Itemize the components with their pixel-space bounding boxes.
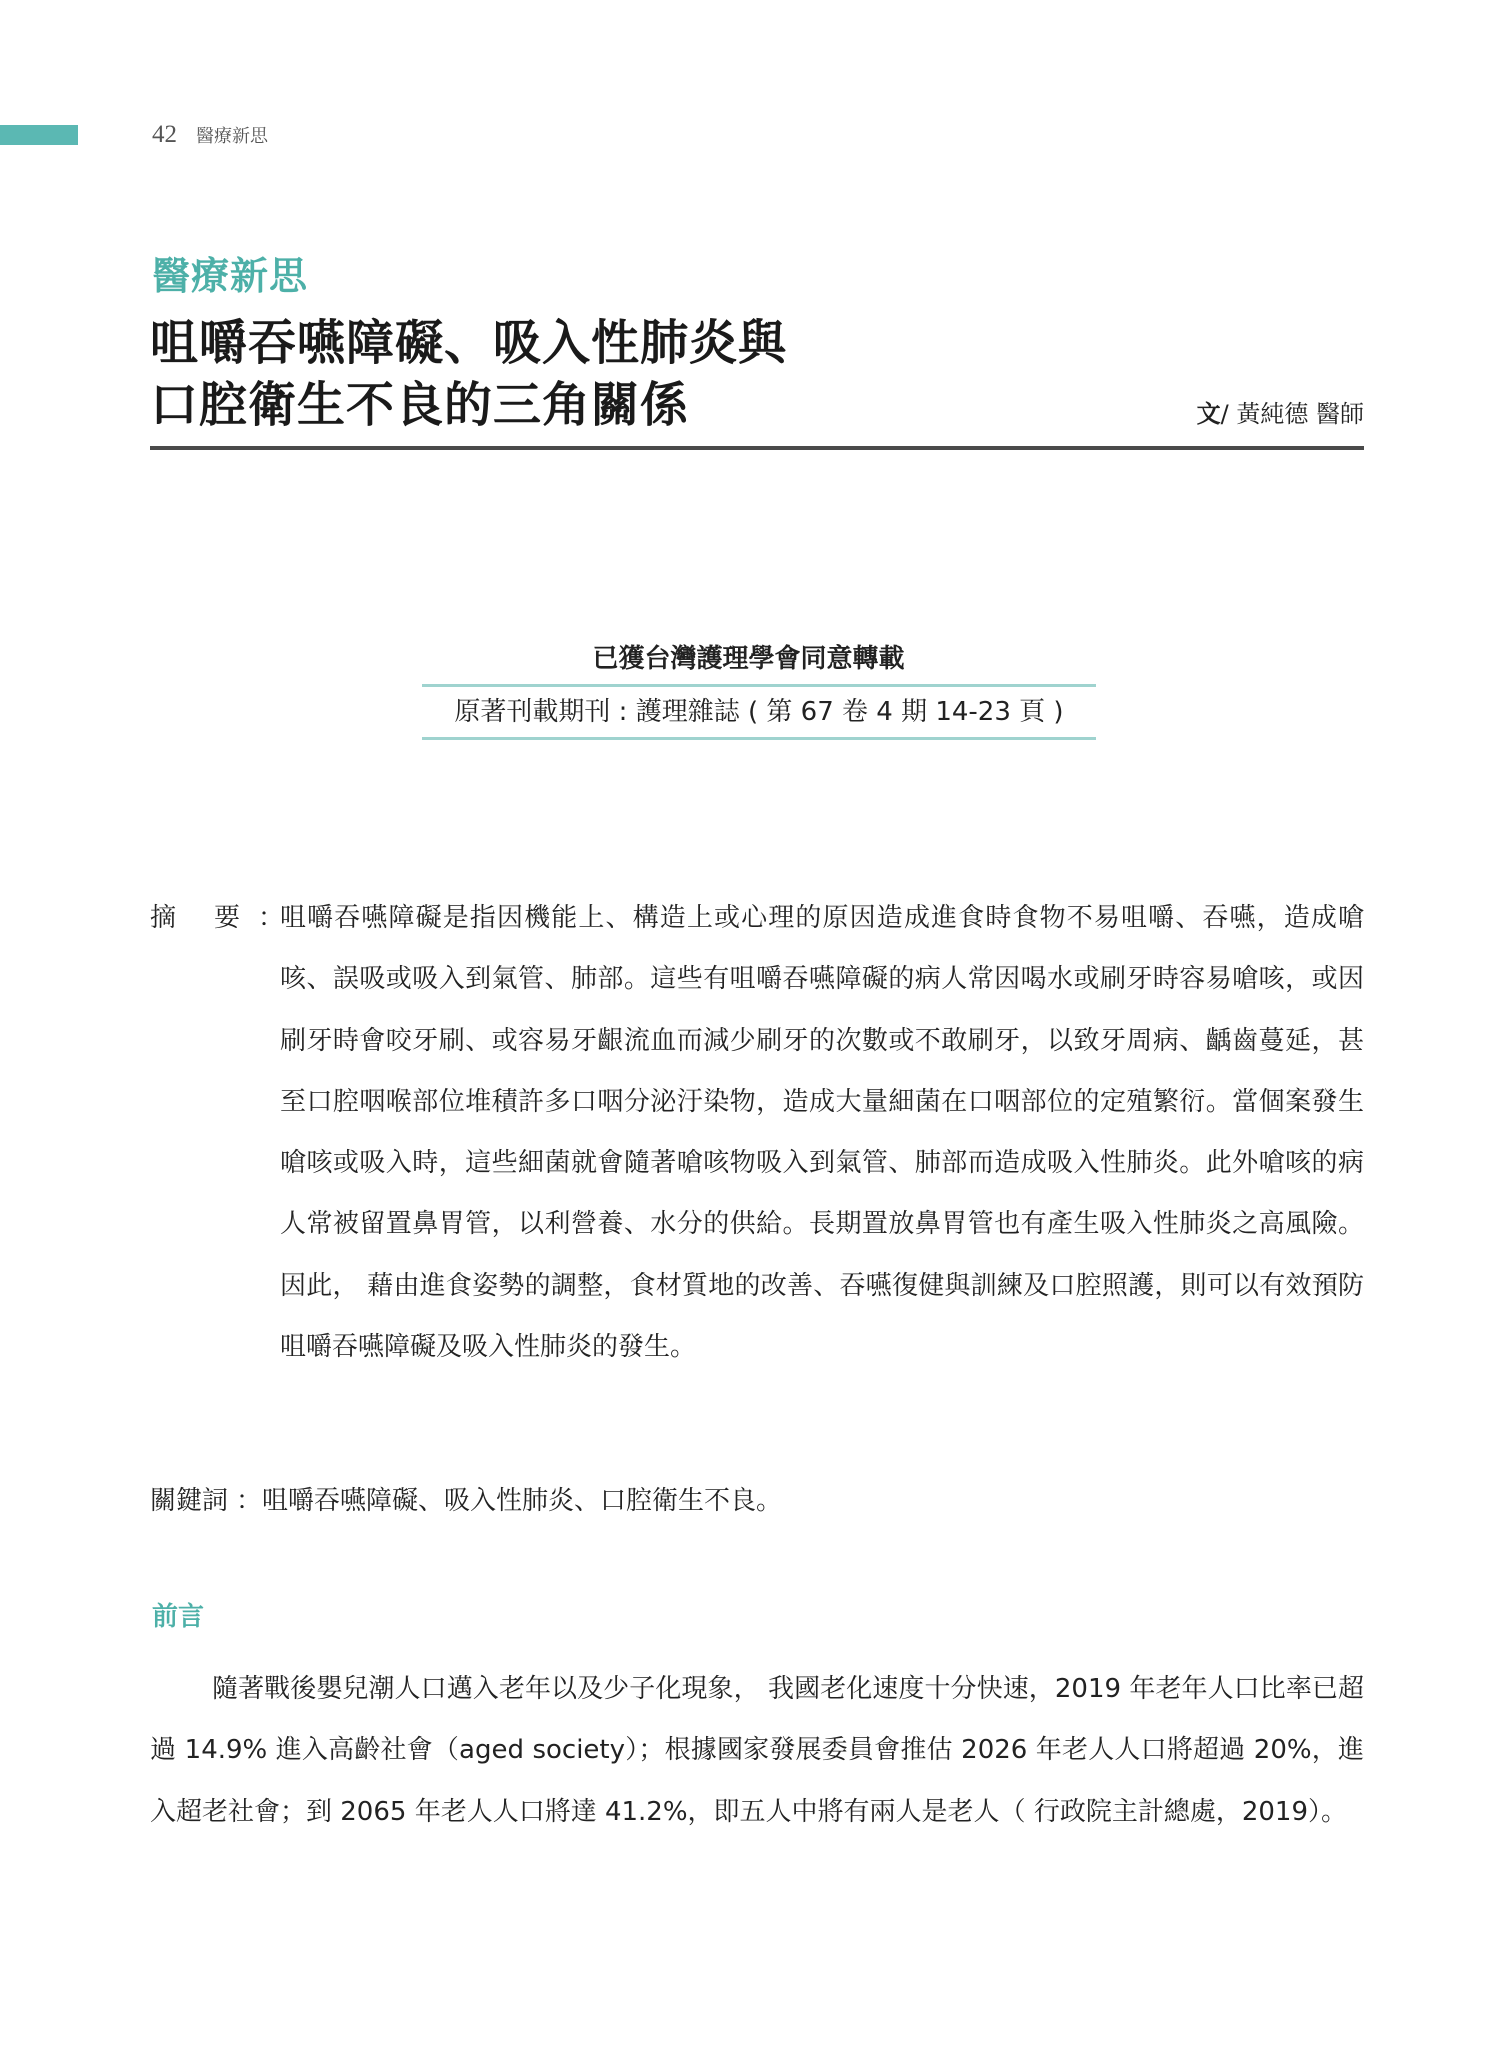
author-prefix: 文 [1196,400,1221,428]
keywords-label: 關鍵詞 [150,1486,229,1516]
abstract-label-char-2: 要 [214,903,241,933]
intro-paragraph: 隨著戰後嬰兒潮人口邁入老年以及少子化現象， 我國老化速度十分快速，2019 年老年人口比率已超過 14.9% 進入高齡社會（aged society）；根據國家發展委員會推估 2026 年老人人口將超過 20%，進入超老社會；到 2065 年老人人口將達 41.2%，即五人中將有兩人是老人（ 行政院主計總處，2019）。 [150,1674,1364,1827]
abstract-text: 咀嚼吞嚥障礙是指因機能上、構造上或心理的原因造成進食時食物不易咀嚼、吞嚥，造成嗆咳、誤吸或吸入到氣管、肺部。這些有咀嚼吞嚥障礙的病人常因喝水或刷牙時容易嗆咳，或因刷牙時會咬牙刷、或容易牙齦流血而減少刷牙的次數或不敢刷牙，以致牙周病、齲齒蔓延，甚至口腔咽喉部位堆積許多口咽分泌汙染物，造成大量細菌在口咽部位的定殖繁衍。當個案發生嗆咳或吸入時，這些細菌就會隨著嗆咳物吸入到氣管、肺部而造成吸入性肺炎。此外嗆咳的病人常被留置鼻胃管，以利營養、水分的供給。長期置放鼻胃管也有產生吸入性肺炎之高風險。因此， 藉由進食姿勢的調整，食材質地的改善、吞嚥復健與訓練及口腔照護，則可以有效預防咀嚼吞嚥障礙及吸入性肺炎的發生。 [280,903,1364,1363]
author-byline [1197,394,1364,429]
reprint-notice: 已獲台灣護理學會同意轉載 [592,644,905,674]
running-section-name: 醫療新思 [196,126,268,147]
running-header [152,121,268,149]
header-accent-bar [0,125,78,145]
keywords-colon: ： [236,1486,263,1516]
title-divider [150,446,1364,450]
article-title-line-2: 口腔衛生不良的三角關係 [150,377,690,433]
section-tag: 醫療新思 [152,254,309,298]
abstract-label-char-1: 摘 [150,903,177,933]
abstract-label-colon: ： [258,903,285,933]
article-title [150,312,787,436]
keywords-text: 咀嚼吞嚥障礙、吸入性肺炎、口腔衛生不良。 [262,1486,783,1516]
source-citation: 原著刊載期刊 : 護理雜誌 ( 第 67 卷 4 期 14-23 頁 ) [422,684,1096,740]
keywords [150,1481,782,1521]
article-title-line-1: 咀嚼吞嚥障礙、吸入性肺炎與 [150,315,788,371]
intro-heading: 前言 [152,1602,205,1632]
author-name: / 黃純德 醫師 [1220,400,1364,428]
page-number: 42 [152,121,177,148]
abstract [150,888,1364,1378]
abstract-label [150,888,285,949]
